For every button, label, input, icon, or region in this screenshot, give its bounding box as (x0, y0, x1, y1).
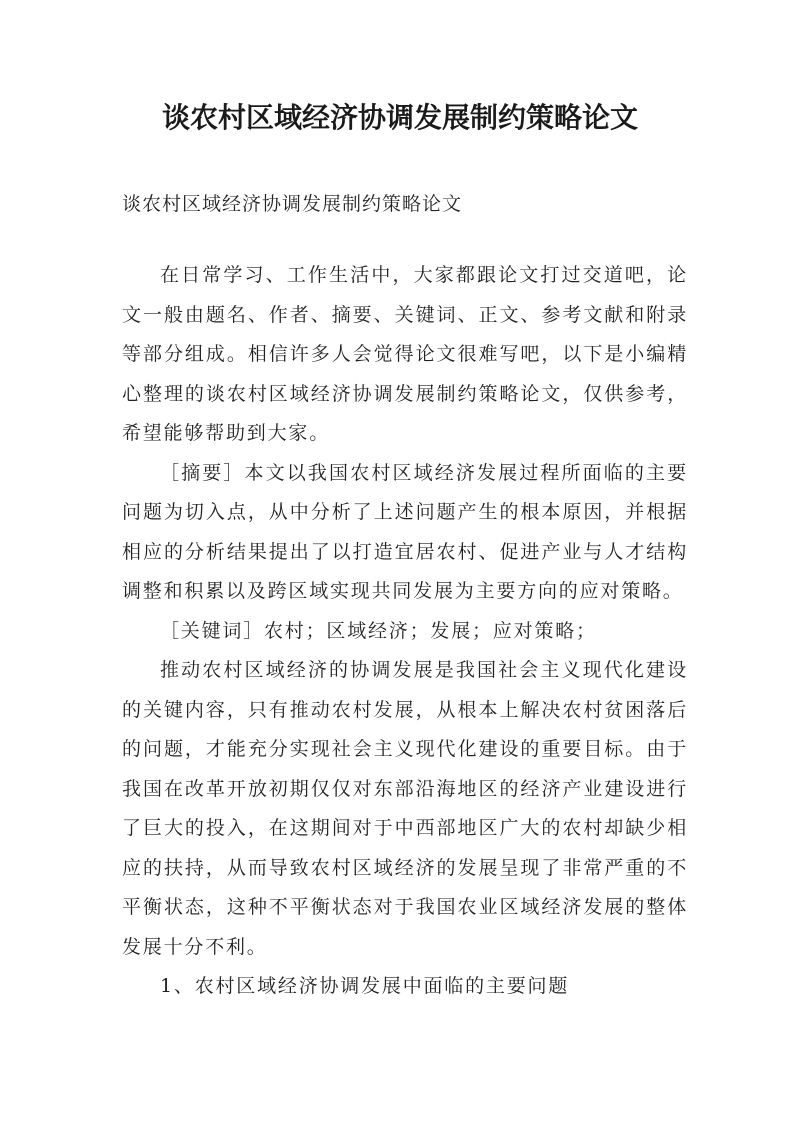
abstract-paragraph: ［摘要］本文以我国农村区域经济发展过程所面临的主要问题为切入点，从中分析了上述问题产生的根本原因，并根据相应的分析结果提出了以打造宜居农村、促进产业与人才结构调整和积累以及跨区域实现共同发展为主要方向的应对策略。 (122, 461, 688, 602)
document-body (122, 256, 688, 1007)
document-subtitle: 谈农村区域经济协调发展制约策略论文 (122, 193, 463, 215)
keywords-paragraph: ［关键词］农村；区域经济；发展；应对策略； (160, 619, 597, 642)
body-paragraph: 推动农村区域经济的协调发展是我国社会主义现代化建设的关键内容，只有推动农村发展，从根本上解决农村贫困落后的问题，才能充分实现社会主义现代化建设的重要目标。由于我国在改革开放初期仅仅对东部沿海地区的经济产业建设进行了巨大的投入，在这期间对于中西部地区广大的农村却缺少相应的扶持，从而导致农村区域经济的发展呈现了非常严重的不平衡状态，这种不平衡状态对于我国农业区域经济发展的整体发展十分不利。 (122, 659, 688, 958)
document-title: 谈农村区域经济协调发展制约策略论文 (161, 101, 638, 134)
section-heading: 1、农村区域经济协调发展中面临的主要问题 (160, 975, 570, 997)
intro-paragraph: 在日常学习、工作生活中，大家都跟论文打过交道吧，论文一般由题名、作者、摘要、关键词、正文、参考文献和附录等部分组成。相信许多人会觉得论文很难写吧，以下是小编精心整理的谈农村区域经济协调发展制约策略论文，仅供参考，希望能够帮助到大家。 (122, 264, 688, 444)
